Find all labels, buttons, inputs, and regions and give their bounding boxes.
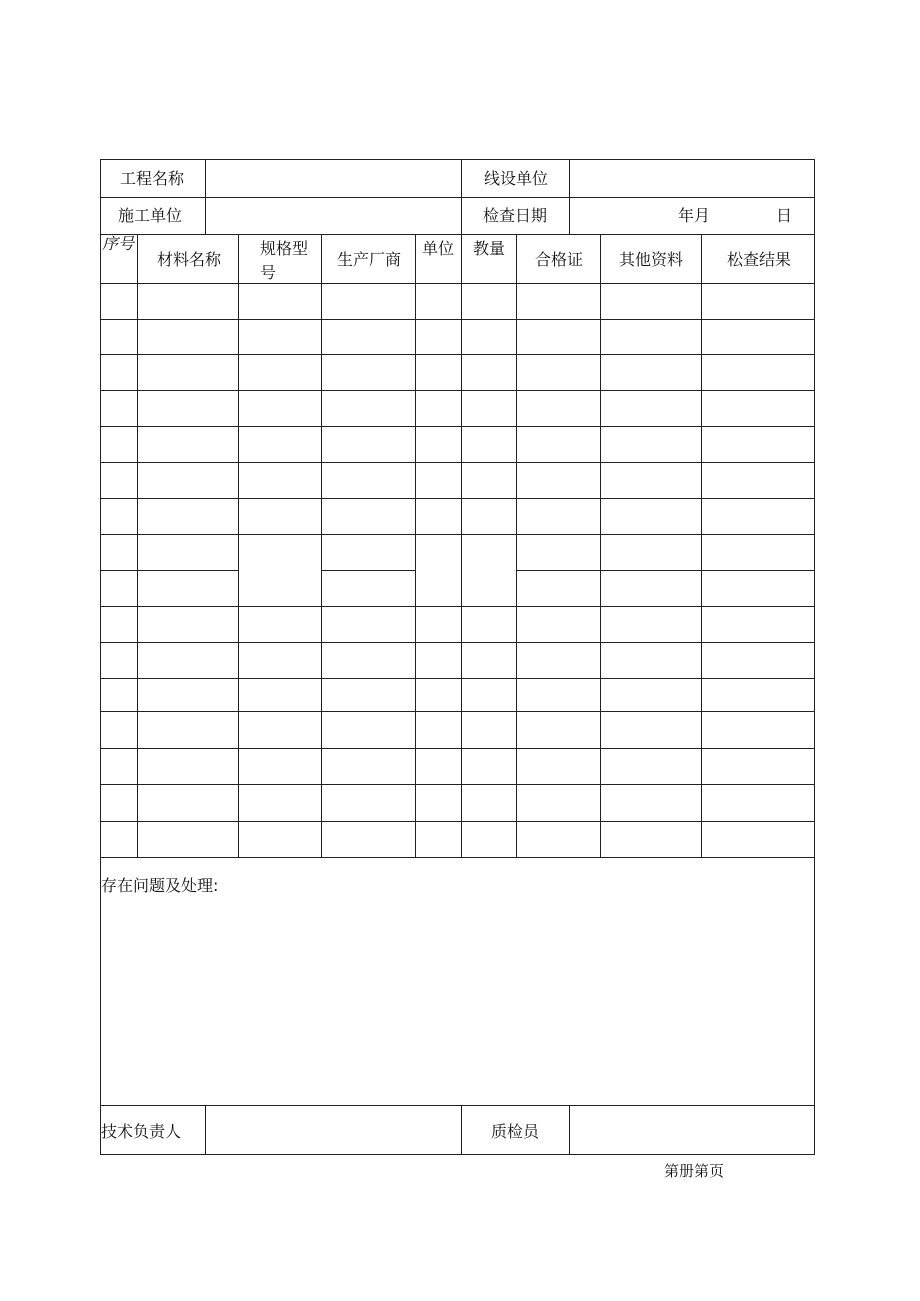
tech-lead-signature-field[interactable]: [206, 1106, 461, 1154]
project-name-field[interactable]: [206, 160, 461, 197]
issues-label: 存在问题及处理:: [101, 876, 219, 895]
col-header-manufacturer: 生产厂商: [337, 250, 402, 269]
table-col-divider-3: [321, 234, 322, 857]
table-col-divider-7: [600, 234, 601, 857]
col-header-seq: 序号: [102, 234, 135, 253]
table-row-line: [100, 642, 815, 643]
col-header-spec-line2: 号: [260, 263, 277, 282]
col-header-check-result: 松查结果: [727, 250, 792, 269]
table-row-line: [100, 678, 815, 679]
construction-unit-field[interactable]: [206, 198, 461, 234]
issues-field[interactable]: [101, 899, 814, 1105]
table-row-line: [100, 354, 815, 355]
inspector-label: 质检员: [491, 1122, 540, 1141]
inspection-date-label: 检查日期: [483, 206, 548, 225]
col-header-material-name: 材料名称: [157, 250, 222, 269]
table-row-line: [100, 711, 815, 712]
col-header-unit: 单位: [422, 239, 455, 258]
table-row-line: [100, 426, 815, 427]
table-row-line: [100, 462, 815, 463]
form-border-bottom: [100, 1154, 815, 1155]
table-header-bottom: [100, 283, 815, 284]
table-row-line: [100, 821, 815, 822]
table-col-divider-8: [701, 234, 702, 857]
inspector-signature-field[interactable]: [570, 1106, 814, 1154]
supervision-unit-field[interactable]: [570, 160, 814, 197]
table-col-divider-4: [415, 234, 416, 857]
construction-unit-label: 施工单位: [118, 206, 183, 225]
table-row-line: [100, 606, 815, 607]
table-bottom-line: [100, 857, 815, 858]
project-name-label: 工程名称: [120, 169, 185, 188]
table-row-line: [100, 390, 815, 391]
signature-divider-2: [461, 1105, 462, 1155]
table-col-divider-5: [461, 234, 462, 857]
table-row-line-partial: [516, 570, 815, 571]
col-header-quantity: 教量: [473, 239, 506, 258]
col-header-spec-line1: 规格型: [260, 239, 309, 258]
table-row-line: [100, 498, 815, 499]
page-info: 第册第页: [664, 1162, 725, 1180]
table-row-line: [100, 784, 815, 785]
form-border-right: [814, 159, 815, 1155]
table-row-line: [100, 319, 815, 320]
table-row-line: [100, 534, 815, 535]
material-inspection-form: [100, 159, 815, 1155]
header-bottom-line: [100, 234, 815, 235]
table-row-line-partial: [100, 570, 239, 571]
year-month-label: 年月: [678, 206, 711, 225]
table-row-line-partial: [321, 570, 416, 571]
table-col-divider-2: [238, 234, 239, 857]
table-row-line: [100, 748, 815, 749]
day-label: 日: [776, 206, 793, 225]
col-header-other-docs: 其他资料: [619, 250, 684, 269]
col-header-certificate: 合格证: [535, 250, 584, 269]
table-col-divider-1: [137, 234, 138, 857]
supervision-unit-label: 线设单位: [484, 169, 549, 188]
table-col-divider-6: [516, 234, 517, 857]
header-divider-2: [461, 159, 462, 234]
tech-lead-label: 技术负责人: [101, 1122, 182, 1141]
